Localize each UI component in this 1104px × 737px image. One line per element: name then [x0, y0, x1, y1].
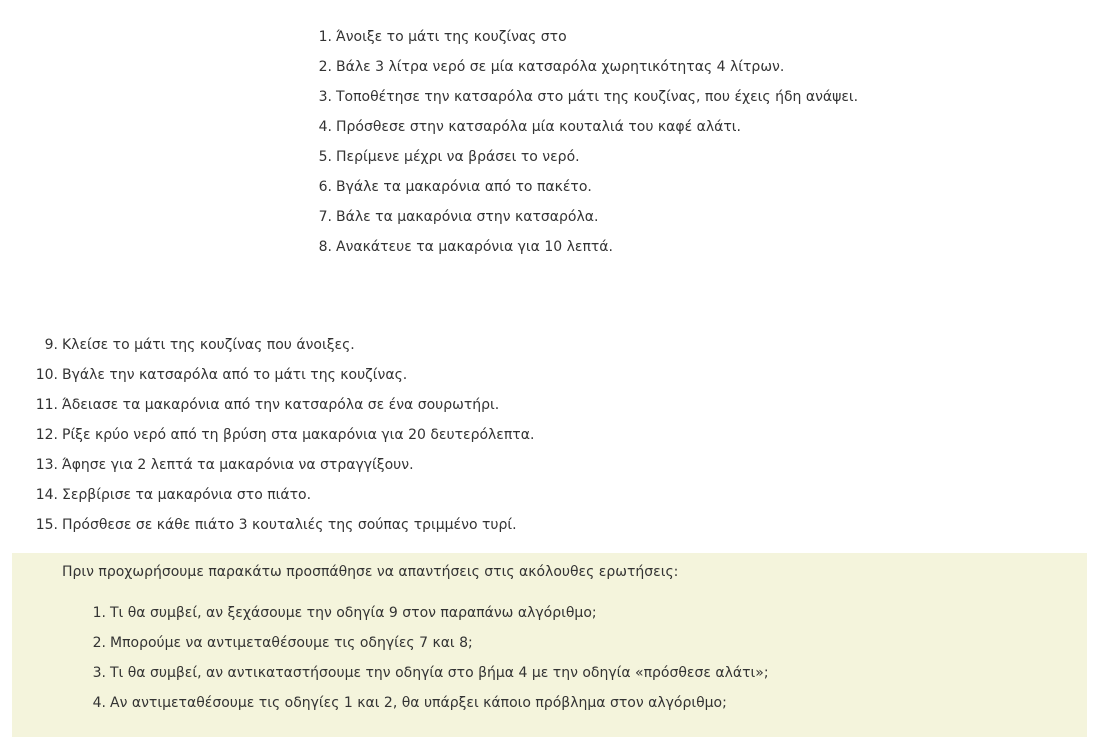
- algorithm-steps-part-1: [300, 22, 858, 262]
- list-item: [300, 112, 858, 142]
- algorithm-steps-part-2: [20, 330, 534, 540]
- list-item: [300, 52, 858, 82]
- step-number: 5.: [318, 149, 332, 165]
- step-text: Σερβίρισε τα μακαρόνια στο πιάτο.: [62, 487, 312, 503]
- step-number: 4.: [318, 119, 332, 135]
- step-text: Βγάλε την κατσαρόλα από το μάτι της κουζίνας.: [62, 367, 408, 383]
- step-text: Κλείσε το μάτι της κουζίνας που άνοιξες.: [62, 337, 355, 353]
- question-text: Αν αντιμεταθέσουμε τις οδηγίες 1 και 2, θα υπάρξει κάποιο πρόβλημα στον αλγόριθμο;: [110, 695, 727, 711]
- list-item: [300, 232, 858, 262]
- list-item: [20, 420, 534, 450]
- step-number: 14.: [35, 487, 58, 503]
- step-text: Περίμενε μέχρι να βράσει το νερό.: [336, 149, 580, 165]
- list-item: [300, 202, 858, 232]
- list-item: [20, 480, 534, 510]
- step-number: 9.: [44, 337, 58, 353]
- step-number: 8.: [318, 239, 332, 255]
- step-text: Άνοιξε το μάτι της κουζίνας στο: [336, 29, 567, 45]
- list-item: [82, 598, 769, 628]
- question-text: Μπορούμε να αντιμεταθέσουμε τις οδηγίες 7 και 8;: [110, 635, 473, 651]
- step-text: Πρόσθεσε σε κάθε πιάτο 3 κουταλιές της σούπας τριμμένο τυρί.: [62, 517, 517, 533]
- step-text: Άφησε για 2 λεπτά τα μακαρόνια να στραγγίξουν.: [62, 457, 414, 473]
- list-item: [20, 510, 534, 540]
- list-item: [82, 658, 769, 688]
- questions-list: [82, 598, 769, 718]
- step-text: Βγάλε τα μακαρόνια από το πακέτο.: [336, 179, 592, 195]
- list-item: [20, 360, 534, 390]
- list-item: [300, 82, 858, 112]
- step-number: 7.: [318, 209, 332, 225]
- step-text: Ρίξε κρύο νερό από τη βρύση στα μακαρόνια για 20 δευτερόλεπτα.: [62, 427, 535, 443]
- step-number: 15.: [35, 517, 58, 533]
- step-number: 6.: [318, 179, 332, 195]
- step-number: 11.: [35, 397, 58, 413]
- step-text: Βάλε τα μακαρόνια στην κατσαρόλα.: [336, 209, 599, 225]
- list-item: [82, 688, 769, 718]
- question-number: 2.: [92, 635, 106, 651]
- step-text: Άδειασε τα μακαρόνια από την κατσαρόλα σε ένα σουρωτήρι.: [62, 397, 500, 413]
- step-number: 2.: [318, 59, 332, 75]
- list-item: [20, 330, 534, 360]
- step-text: Τοποθέτησε την κατσαρόλα στο μάτι της κουζίνας, που έχεις ήδη ανάψει.: [336, 89, 859, 105]
- step-number: 13.: [35, 457, 58, 473]
- list-item: [20, 390, 534, 420]
- step-number: 3.: [318, 89, 332, 105]
- questions-box: [12, 553, 1087, 737]
- list-item: [300, 142, 858, 172]
- step-number: 1.: [318, 29, 332, 45]
- step-text: Πρόσθεσε στην κατσαρόλα μία κουταλιά του καφέ αλάτι.: [336, 119, 741, 135]
- step-number: 10.: [35, 367, 58, 383]
- step-text: Ανακάτευε τα μακαρόνια για 10 λεπτά.: [336, 239, 613, 255]
- list-item: [82, 628, 769, 658]
- step-text: Βάλε 3 λίτρα νερό σε μία κατσαρόλα χωρητικότητας 4 λίτρων.: [336, 59, 785, 75]
- question-number: 4.: [92, 695, 106, 711]
- question-text: Τι θα συμβεί, αν αντικαταστήσουμε την οδηγία στο βήμα 4 με την οδηγία «πρόσθεσε αλάτι»;: [110, 665, 769, 681]
- question-number: 1.: [92, 605, 106, 621]
- questions-intro: Πριν προχωρήσουμε παρακάτω προσπάθησε να απαντήσεις στις ακόλουθες ερωτήσεις:: [62, 564, 679, 580]
- list-item: [300, 22, 858, 52]
- question-number: 3.: [92, 665, 106, 681]
- step-number: 12.: [35, 427, 58, 443]
- list-item: [20, 450, 534, 480]
- list-item: [300, 172, 858, 202]
- question-text: Τι θα συμβεί, αν ξεχάσουμε την οδηγία 9 στον παραπάνω αλγόριθμο;: [110, 605, 597, 621]
